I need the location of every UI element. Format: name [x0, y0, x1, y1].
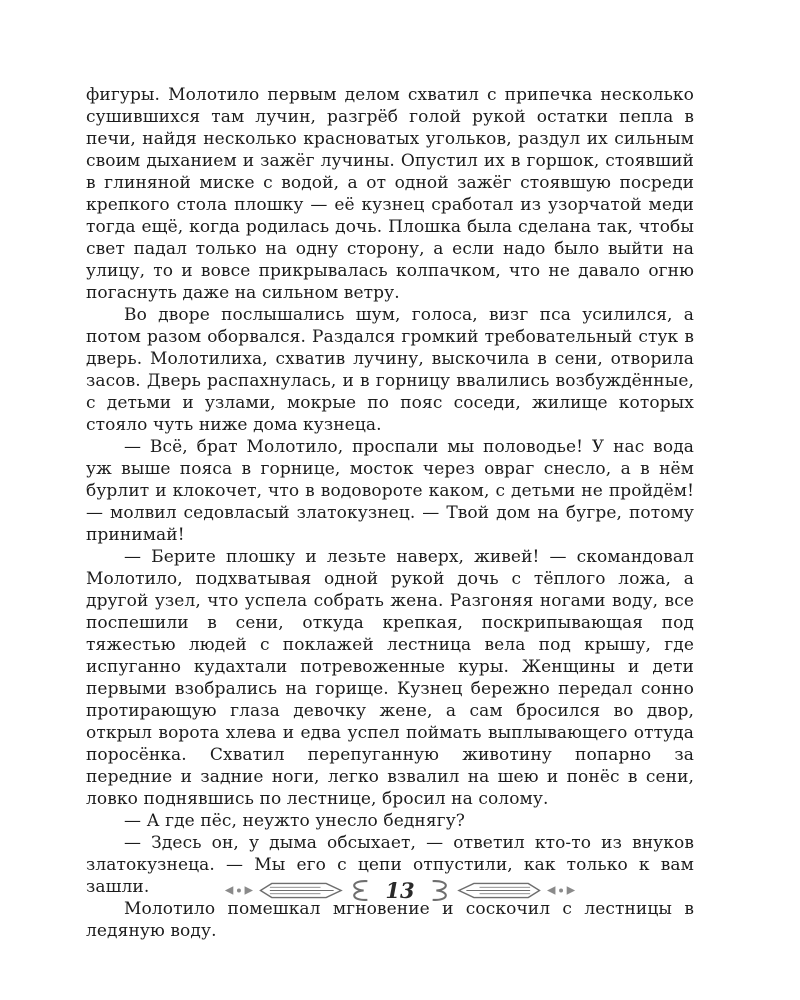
paragraph: Во дворе послышались шум, голоса, визг пса усилился, а потом разом оборвался. Раздался громкий требовательный стук в дверь. Молотилиха, схватив лучину, выскочила в сени, отворила засов. Дверь распахнулась, и в горницу ввалились возбуждённые, с детьми и узлами, мокрые по пояс соседи, жилище которых стояло чуть ниже дома кузнеца. — [86, 305, 694, 435]
page-number: 13 — [385, 878, 415, 903]
paragraph: — Всё, брат Молотило, проспали мы половодье! У нас вода уж выше пояса в горнице, мосток через овраг снесло, а в нём бурлит и клокочет, что в водовороте каком, с детьми не пройдём! — молвил седовласый златокузнец. — Твой дом на бугре, потому принимай! — [86, 437, 694, 545]
footer-ornament-left-icon — [223, 879, 373, 902]
page-footer — [0, 878, 800, 903]
paragraph: — А где пёс, неужто унесло беднягу? — [124, 811, 466, 831]
paragraph: — Берите плошку и лезьте наверх, живей! — скомандовал Молотило, подхватывая одной рукой дочь с тёплого ложа, а другой узел, что успела собрать жена. Разгоняя ногами воду, все поспешили в сени, откуда крепкая, поскрипывающая под тяжестью людей с поклажей лестница вела под крышу, где испуганно кудахтали потревоженные куры. Женщины и дети первыми взобрались на горище. Кузнец бережно передал сонно протирающую глаза девочку жене, а сам бросился во двор, открыл ворота хлева и едва успел поймать выплывающего оттуда поросёнка. Схватил перепуганную животину попарно за передние и задние ноги, легко взвалил на шею и понёс в сени, ловко поднявшись по лестнице, бросил на солому. — [86, 547, 694, 809]
paragraph: фигуры. Молотило первым делом схватил с припечка несколько сушившихся там лучин, разгрёб голой рукой остатки пепла в печи, найдя несколько красноватых угольков, раздул их сильным своим дыханием и зажёг лучины. Опустил их в горшок, стоявший в глиняной миске с водой, а от одной зажёг стоявшую посреди крепкого стола плошку — её кузнец сработал из узорчатой меди тогда ещё, когда родилась дочь. Плошка была сделана так, чтобы свет падал только на одну сторону, а если надо было выйти на улицу, то и вовсе прикрывалась колпачком, что не давало огню погаснуть даже на сильном ветру. — [86, 85, 694, 303]
body-text — [86, 84, 694, 942]
book-page — [86, 84, 694, 942]
paragraph: — Здесь он, у дыма обсыхает, — ответил кто-то из внуков златокузнеца. — Мы его с цепи отпустили, как только к вам зашли. — [86, 833, 694, 897]
paragraph: Молотило помешкал мгновение и соскочил с лестницы в ледяную воду. — [86, 899, 694, 941]
footer-ornament-right-icon — [427, 879, 577, 902]
